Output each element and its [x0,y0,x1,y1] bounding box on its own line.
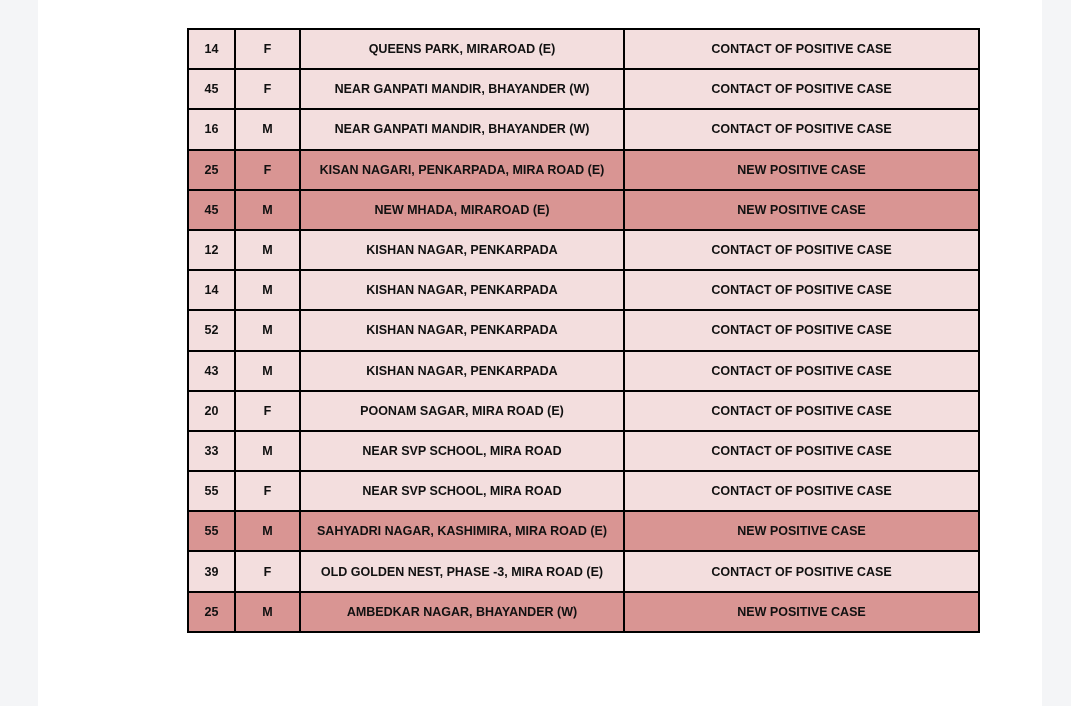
age-cell: 12 [188,230,235,270]
gender-cell: M [235,592,300,632]
gender-cell: F [235,29,300,69]
table-row-new-case [188,190,979,230]
location-cell: OLD GOLDEN NEST, PHASE -3, MIRA ROAD (E) [300,551,624,591]
status-cell: CONTACT OF POSITIVE CASE [624,270,979,310]
age-cell: 20 [188,391,235,431]
location-cell: KISHAN NAGAR, PENKARPADA [300,270,624,310]
table-row [188,29,979,69]
age-cell: 45 [188,69,235,109]
location-cell: POONAM SAGAR, MIRA ROAD (E) [300,391,624,431]
location-cell: KISHAN NAGAR, PENKARPADA [300,310,624,350]
age-cell: 33 [188,431,235,471]
age-cell: 16 [188,109,235,149]
table-row [188,391,979,431]
age-cell: 25 [188,150,235,190]
location-cell: NEW MHADA, MIRAROAD (E) [300,190,624,230]
location-cell: NEAR SVP SCHOOL, MIRA ROAD [300,471,624,511]
gender-cell: M [235,270,300,310]
location-cell: KISAN NAGARI, PENKARPADA, MIRA ROAD (E) [300,150,624,190]
document-page [38,0,1042,706]
table-row [188,69,979,109]
age-cell: 45 [188,190,235,230]
gender-cell: M [235,431,300,471]
gender-cell: F [235,150,300,190]
status-cell: CONTACT OF POSITIVE CASE [624,29,979,69]
gender-cell: F [235,391,300,431]
age-cell: 52 [188,310,235,350]
gender-cell: M [235,109,300,149]
age-cell: 14 [188,270,235,310]
table-row [188,351,979,391]
status-cell: CONTACT OF POSITIVE CASE [624,431,979,471]
location-cell: KISHAN NAGAR, PENKARPADA [300,351,624,391]
age-cell: 14 [188,29,235,69]
table-row-new-case [188,511,979,551]
status-cell: NEW POSITIVE CASE [624,592,979,632]
table-row [188,310,979,350]
gender-cell: F [235,69,300,109]
location-cell: AMBEDKAR NAGAR, BHAYANDER (W) [300,592,624,632]
location-cell: QUEENS PARK, MIRAROAD (E) [300,29,624,69]
location-cell: SAHYADRI NAGAR, KASHIMIRA, MIRA ROAD (E) [300,511,624,551]
gender-cell: M [235,351,300,391]
table-row [188,270,979,310]
gender-cell: M [235,230,300,270]
cases-table [187,28,980,633]
age-cell: 25 [188,592,235,632]
table-row [188,431,979,471]
age-cell: 43 [188,351,235,391]
table-row-new-case [188,150,979,190]
status-cell: NEW POSITIVE CASE [624,190,979,230]
status-cell: CONTACT OF POSITIVE CASE [624,551,979,591]
status-cell: CONTACT OF POSITIVE CASE [624,351,979,391]
age-cell: 55 [188,511,235,551]
gender-cell: F [235,471,300,511]
status-cell: CONTACT OF POSITIVE CASE [624,310,979,350]
table-row [188,551,979,591]
table-row-new-case [188,592,979,632]
gender-cell: M [235,310,300,350]
table-row [188,230,979,270]
status-cell: CONTACT OF POSITIVE CASE [624,230,979,270]
status-cell: CONTACT OF POSITIVE CASE [624,391,979,431]
age-cell: 39 [188,551,235,591]
location-cell: KISHAN NAGAR, PENKARPADA [300,230,624,270]
gender-cell: F [235,551,300,591]
status-cell: CONTACT OF POSITIVE CASE [624,69,979,109]
table-row [188,109,979,149]
gender-cell: M [235,511,300,551]
location-cell: NEAR GANPATI MANDIR, BHAYANDER (W) [300,69,624,109]
table-row [188,471,979,511]
cases-table-body [188,29,979,632]
status-cell: NEW POSITIVE CASE [624,511,979,551]
status-cell: CONTACT OF POSITIVE CASE [624,471,979,511]
status-cell: NEW POSITIVE CASE [624,150,979,190]
location-cell: NEAR SVP SCHOOL, MIRA ROAD [300,431,624,471]
gender-cell: M [235,190,300,230]
age-cell: 55 [188,471,235,511]
location-cell: NEAR GANPATI MANDIR, BHAYANDER (W) [300,109,624,149]
status-cell: CONTACT OF POSITIVE CASE [624,109,979,149]
